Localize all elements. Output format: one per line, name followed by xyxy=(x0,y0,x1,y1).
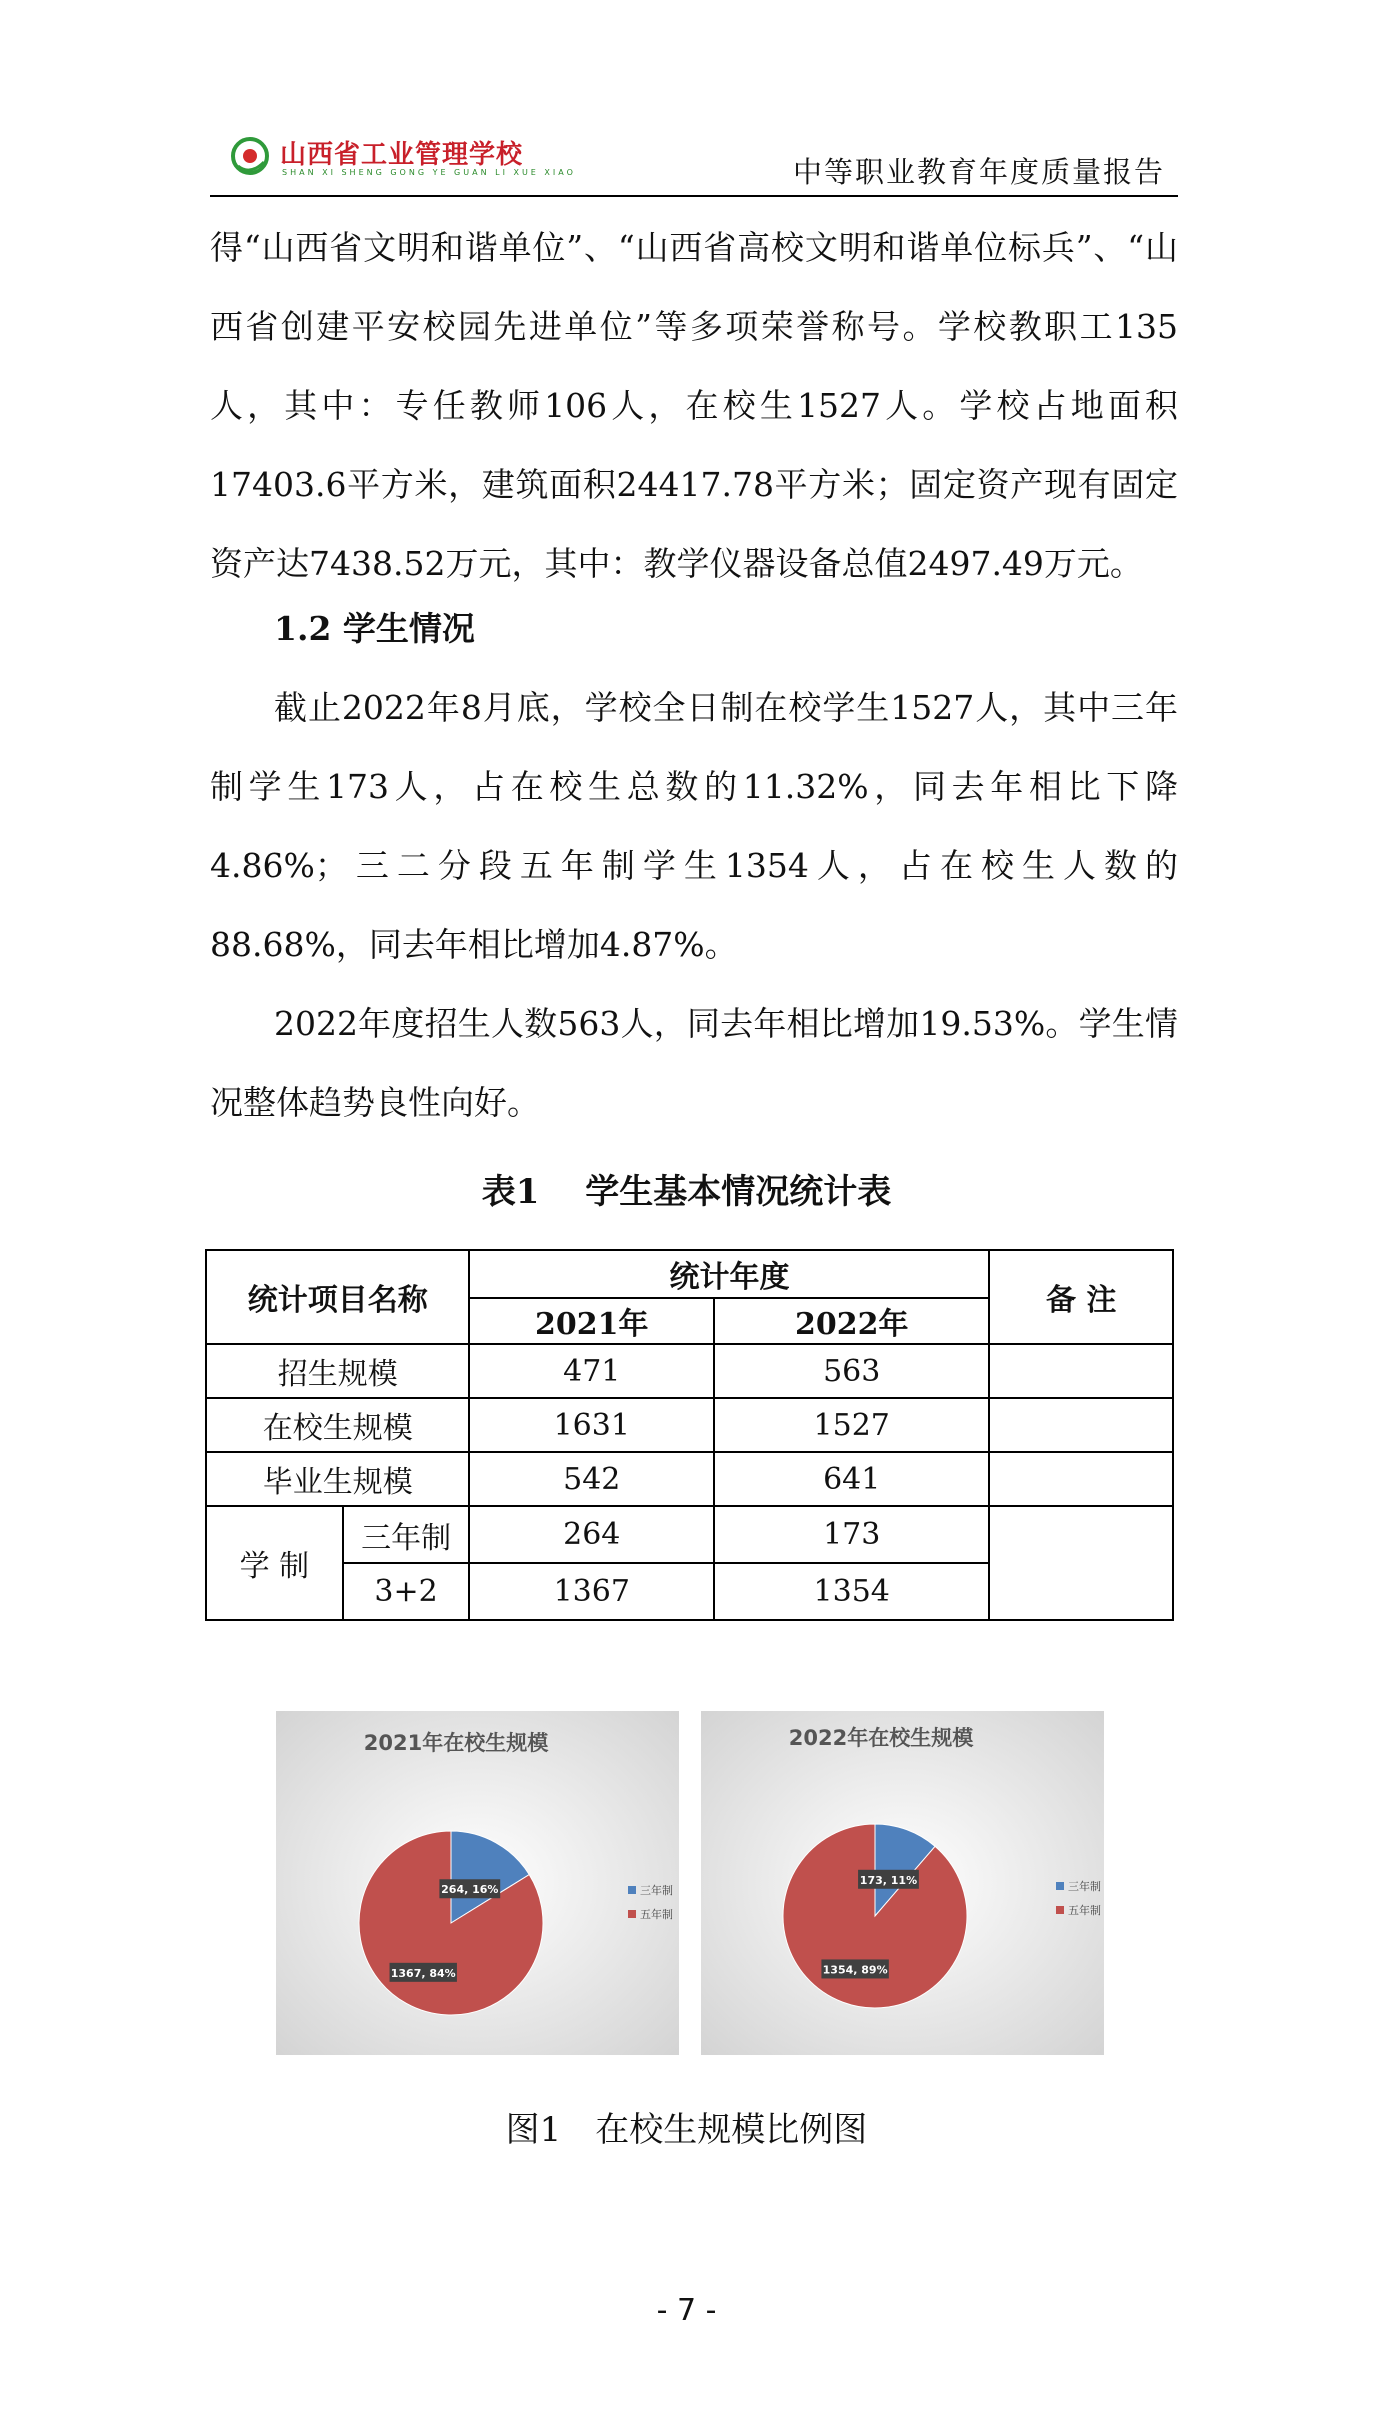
data-label: 1354, 89% xyxy=(822,1963,888,1977)
section-heading-text: 1.2 学生情况 xyxy=(274,609,475,648)
cell-2021: 1367 xyxy=(469,1563,714,1620)
legend-swatch xyxy=(1056,1882,1064,1890)
cell-2021: 542 xyxy=(469,1452,714,1506)
table-caption: 表1 学生基本情况统计表 xyxy=(481,1172,892,1212)
cell-2022: 641 xyxy=(714,1452,989,1506)
paragraph-2-text: 截止2022年8月底，学校全日制在校学生1527人，其中三年制学生173人，占在校生总数的11.32%，同去年相比下降4.86%；三二分段五年制学生1354人，占在校生人数的88.68%，同去年相比增加4.87%。 xyxy=(210,688,1178,964)
cell-note xyxy=(989,1344,1173,1398)
table-header-row xyxy=(206,1250,1173,1298)
cell-note xyxy=(989,1398,1173,1452)
cell-note xyxy=(989,1506,1173,1620)
cell-note xyxy=(989,1452,1173,1506)
section-heading xyxy=(210,589,1178,668)
pie-chart-2021 xyxy=(276,1711,679,2055)
paragraph-3 xyxy=(210,984,1178,1142)
cell-2021: 264 xyxy=(469,1506,714,1563)
data-label: 1367, 84% xyxy=(390,1966,456,1980)
cell-2022: 563 xyxy=(714,1344,989,1398)
paragraph-3-text: 2022年度招生人数563人，同去年相比增加19.53%。学生情况整体趋势良性向好。 xyxy=(210,1004,1178,1122)
paragraph-1 xyxy=(210,208,1178,603)
paragraph-1-text: 得“山西省文明和谐单位”、“山西省高校文明和谐单位标兵”、“山西省创建平安校园先进单位”等多项荣誉称号。学校教职工135人，其中：专任教师106人，在校生1527人。学校占地面积17403.6平方米，建筑面积24417.78平方米；固定资产现有固定资产达7438.52万元，其中：教学仪器设备总值2497.49万元。 xyxy=(210,228,1178,583)
xuezhi-label: 学 制 xyxy=(206,1506,343,1620)
table-row xyxy=(206,1506,1173,1563)
header-divider xyxy=(210,195,1178,197)
cell-2021: 471 xyxy=(469,1344,714,1398)
row-label: 3+2 xyxy=(343,1563,470,1620)
chart-title: 2022年在校生规模 xyxy=(788,1726,974,1750)
legend-label: 五年制 xyxy=(640,1908,673,1921)
header-note: 备 注 xyxy=(989,1250,1173,1344)
row-label: 在校生规模 xyxy=(206,1398,469,1452)
logo-subtext: SHAN XI SHENG GONG YE GUAN LI XUE XIAO xyxy=(282,168,576,177)
cell-2022: 1354 xyxy=(714,1563,989,1620)
student-stats-table xyxy=(205,1249,1174,1621)
data-label: 173, 11% xyxy=(859,1873,918,1887)
pie-slice-five-year xyxy=(783,1824,967,2008)
row-label: 三年制 xyxy=(343,1506,470,1563)
legend-label: 三年制 xyxy=(1068,1880,1101,1893)
header-year-group: 统计年度 xyxy=(469,1250,989,1298)
cell-2021: 1631 xyxy=(469,1398,714,1452)
logo-text: 山西省工业管理学校 xyxy=(280,140,524,170)
legend-label: 五年制 xyxy=(1068,1904,1101,1917)
row-label: 招生规模 xyxy=(206,1344,469,1398)
legend-swatch xyxy=(628,1886,636,1894)
legend-swatch xyxy=(1056,1906,1064,1914)
legend-label: 三年制 xyxy=(640,1884,673,1897)
cell-2022: 1527 xyxy=(714,1398,989,1452)
chart-title: 2021年在校生规模 xyxy=(363,1731,549,1755)
data-label: 264, 16% xyxy=(441,1883,499,1897)
header-2022: 2022年 xyxy=(714,1298,989,1344)
pie-chart-2022 xyxy=(701,1711,1104,2055)
row-label: 毕业生规模 xyxy=(206,1452,469,1506)
header-item-name: 统计项目名称 xyxy=(206,1250,469,1344)
header-2021: 2021年 xyxy=(469,1298,714,1344)
table-row xyxy=(206,1398,1173,1452)
figure-caption: 图1 在校生规模比例图 xyxy=(505,2110,868,2150)
paragraph-2 xyxy=(210,668,1178,984)
legend-swatch xyxy=(628,1910,636,1918)
table-row xyxy=(206,1344,1173,1398)
page-number: - 7 - xyxy=(656,2293,717,2328)
report-title: 中等职业教育年度质量报告 xyxy=(792,155,1165,189)
cell-2022: 173 xyxy=(714,1506,989,1563)
table-row xyxy=(206,1452,1173,1506)
